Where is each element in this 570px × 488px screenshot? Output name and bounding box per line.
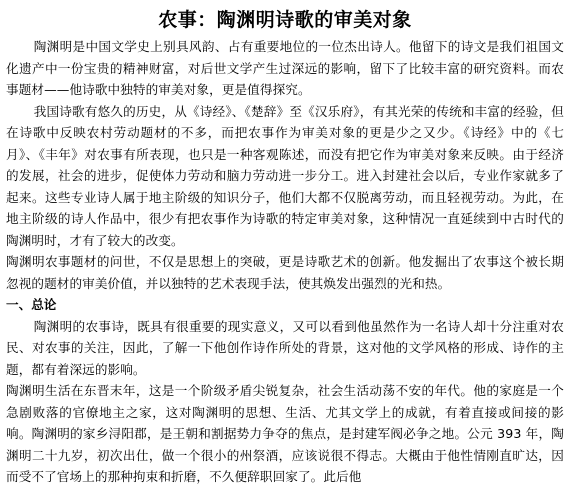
background-paragraph: 陶渊明生活在东晋末年，这是一个阶级矛盾尖锐复杂，社会生活动荡不安的年代。他的家庭是一个急剧败落的官僚地主之家，这对陶渊明的思想、生活、尤其文学上的成就，有着直接或间接的影响。陶渊明的家乡浔阳郡，是王朝和割据势力争夺的焦点，是封建军阀必争之地。公元 393 年，陶渊明二十九岁，初次出仕，做一个很小的州祭酒，应该说很不得志。大概由于他性情刚直旷达，因而受不了官场上的那种拘束和折磨，不久便辞职回家了。此后他 xyxy=(6,383,564,484)
section-heading-overview: 一、总论 xyxy=(6,297,57,312)
document-page xyxy=(6,4,564,484)
innovation-paragraph: 陶渊明农事题材的问世，不仅是思想上的突破，更是诗歌艺术的创新。他发掘出了农事这个被长期忽视的题材的审美价值，并以独特的艺术表现手法，使其焕发出强烈的光和热。 xyxy=(6,254,564,291)
document-title: 农事：陶渊明诗歌的审美对象 xyxy=(158,9,412,31)
history-paragraph: 我国诗歌有悠久的历史，从《诗经》、《楚辞》至《汉乐府》，有其光荣的传统和丰富的经验，但在诗歌中反映农村劳动题材的不多，而把农事作为审美对象的更是少之又少。《诗经》中的《七月》、《丰年》对农事有所表现，也只是一种客观陈述，而没有把它作为审美对象来反映。由于经济的发展，社会的进步，促使体力劳动和脑力劳动进一步分工。进入封建社会以后，专业作家就多了起来。这些专业诗人属于地主阶级的知识分子，他们大都不仅脱离劳动，而且轻视劳动。为此，在地主阶级的诗人作品中，很少有把农事作为诗歌的特定审美对象，这种情况一直延续到中古时代的陶渊明时，才有了较大的改变。 xyxy=(6,103,564,248)
overview-paragraph: 陶渊明的农事诗，既具有很重要的现实意义，又可以看到他虽然作为一名诗人却十分注重对农民、对农事的关注，因此，了解一下他创作诗作所处的背景，这对他的文学风格的形成、诗作的主题，都有着深远的影响。 xyxy=(6,318,564,377)
intro-paragraph: 陶渊明是中国文学史上别具风韵、占有重要地位的一位杰出诗人。他留下的诗文是我们祖国文化遗产中一份宝贵的精神财富，对后世文学产生过深远的影响，留下了比较丰富的研究资料。而农事题材——他诗歌中独特的审美对象，更是值得探究。 xyxy=(6,39,564,97)
